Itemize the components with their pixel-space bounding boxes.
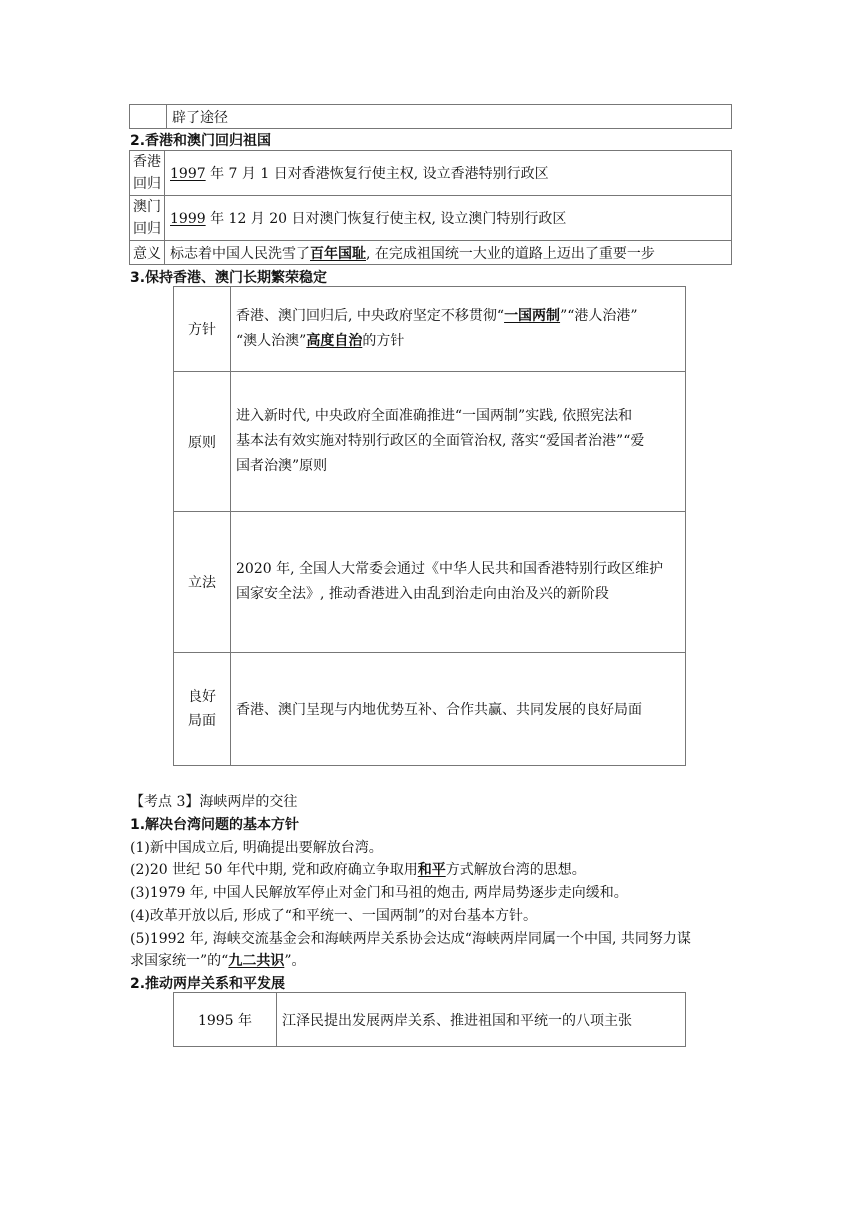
- table-row: [174, 512, 686, 653]
- text-principle: 进入新时代, 中央政府全面准确推进“一国两制”实践, 依照宪法和 基本法有效实施对特别行政区的全面管治权, 落实“爱国者治港”“爱 国者治澳”原则: [231, 372, 686, 512]
- table-row: [174, 372, 686, 512]
- label-hk-return: 香港回归: [130, 151, 165, 196]
- table-row: [174, 287, 686, 372]
- policy-item-5-line-1: (5)1992 年, 海峡交流基金会和海峡两岸关系协会达成“海峡两岸同属一个中国, 共同努力谋: [130, 931, 691, 947]
- key-1992-consensus: 九二共识: [228, 953, 285, 969]
- table-row: [174, 993, 686, 1047]
- eight-point-proposal-cell: 江泽民提出发展两岸关系、推进祖国和平统一的八项主张: [277, 993, 686, 1047]
- year-1999: 1999: [170, 211, 206, 227]
- section-heading-prosperity: 3.保持香港、澳门长期繁荣稳定: [130, 270, 328, 286]
- text-hk-return: 1997 年 7 月 1 日对香港恢复行使主权, 设立香港特别行政区: [165, 151, 732, 196]
- cross-strait-table: [173, 992, 686, 1047]
- label-principle: 原则: [174, 372, 231, 512]
- text-significance: 标志着中国人民洗雪了百年国耻, 在完成祖国统一大业的道路上迈出了重要一步: [165, 241, 732, 265]
- text-macau-return: 1999 年 12 月 20 日对澳门恢复行使主权, 设立澳门特别行政区: [165, 196, 732, 241]
- label-significance: 意义: [130, 241, 165, 265]
- label-legislation: 立法: [174, 512, 231, 653]
- policy-item-3: (3)1979 年, 中国人民解放军停止对金门和马祖的炮击, 两岸局势逐步走向缓和。: [130, 885, 628, 901]
- policy-item-2: (2)20 世纪 50 年代中期, 党和政府确立争取用和平方式解放台湾的思想。: [130, 862, 586, 878]
- table-row: [130, 196, 732, 241]
- key-century-humiliation: 百年国耻: [310, 245, 366, 262]
- key-one-country-two-systems: 一国两制: [504, 308, 561, 324]
- text-policy: 香港、澳门回归后, 中央政府坚定不移贯彻“一国两制”“港人治港” “澳人治澳”高度自治的方针: [231, 287, 686, 372]
- year-1997: 1997: [170, 166, 206, 182]
- return-table: [129, 150, 732, 265]
- key-peace: 和平: [417, 862, 446, 878]
- label-policy: 方针: [174, 287, 231, 372]
- prosperity-table: [173, 286, 686, 766]
- label-good-situation: 良好局面: [174, 653, 231, 766]
- section-heading-hk-macau: 2.香港和澳门回归祖国: [130, 133, 272, 149]
- policy-item-1: (1)新中国成立后, 明确提出要解放台湾。: [130, 840, 383, 856]
- text-legislation: 2020 年, 全国人大常委会通过《中华人民共和国香港特别行政区维护 国家安全法》, 推动香港进入由乱到治走向由治及兴的新阶段: [231, 512, 686, 653]
- top-continuation-table: [129, 104, 732, 129]
- text-good-situation: 香港、澳门呈现与内地优势互补、合作共赢、共同发展的良好局面: [231, 653, 686, 766]
- policy-item-4: (4)改革开放以后, 形成了“和平统一、一国两制”的对台基本方针。: [130, 908, 538, 924]
- section-heading-taiwan-policy: 1.解决台湾问题的基本方针: [130, 817, 300, 833]
- top-label-cell: [130, 105, 167, 129]
- label-macau-return: 澳门回归: [130, 196, 165, 241]
- kaodian3-title: 【考点 3】海峡两岸的交往: [130, 794, 298, 810]
- table-row: [130, 241, 732, 265]
- top-text-cell: 辟了途径: [167, 105, 732, 129]
- table-row: [130, 151, 732, 196]
- table-row: [174, 653, 686, 766]
- policy-item-5-line-2: 求国家统一”的“九二共识”。: [130, 953, 306, 969]
- section-heading-cross-strait: 2.推动两岸关系和平发展: [130, 976, 286, 992]
- key-high-autonomy: 高度自治: [306, 333, 363, 349]
- year-1995-cell: 1995 年: [174, 993, 277, 1047]
